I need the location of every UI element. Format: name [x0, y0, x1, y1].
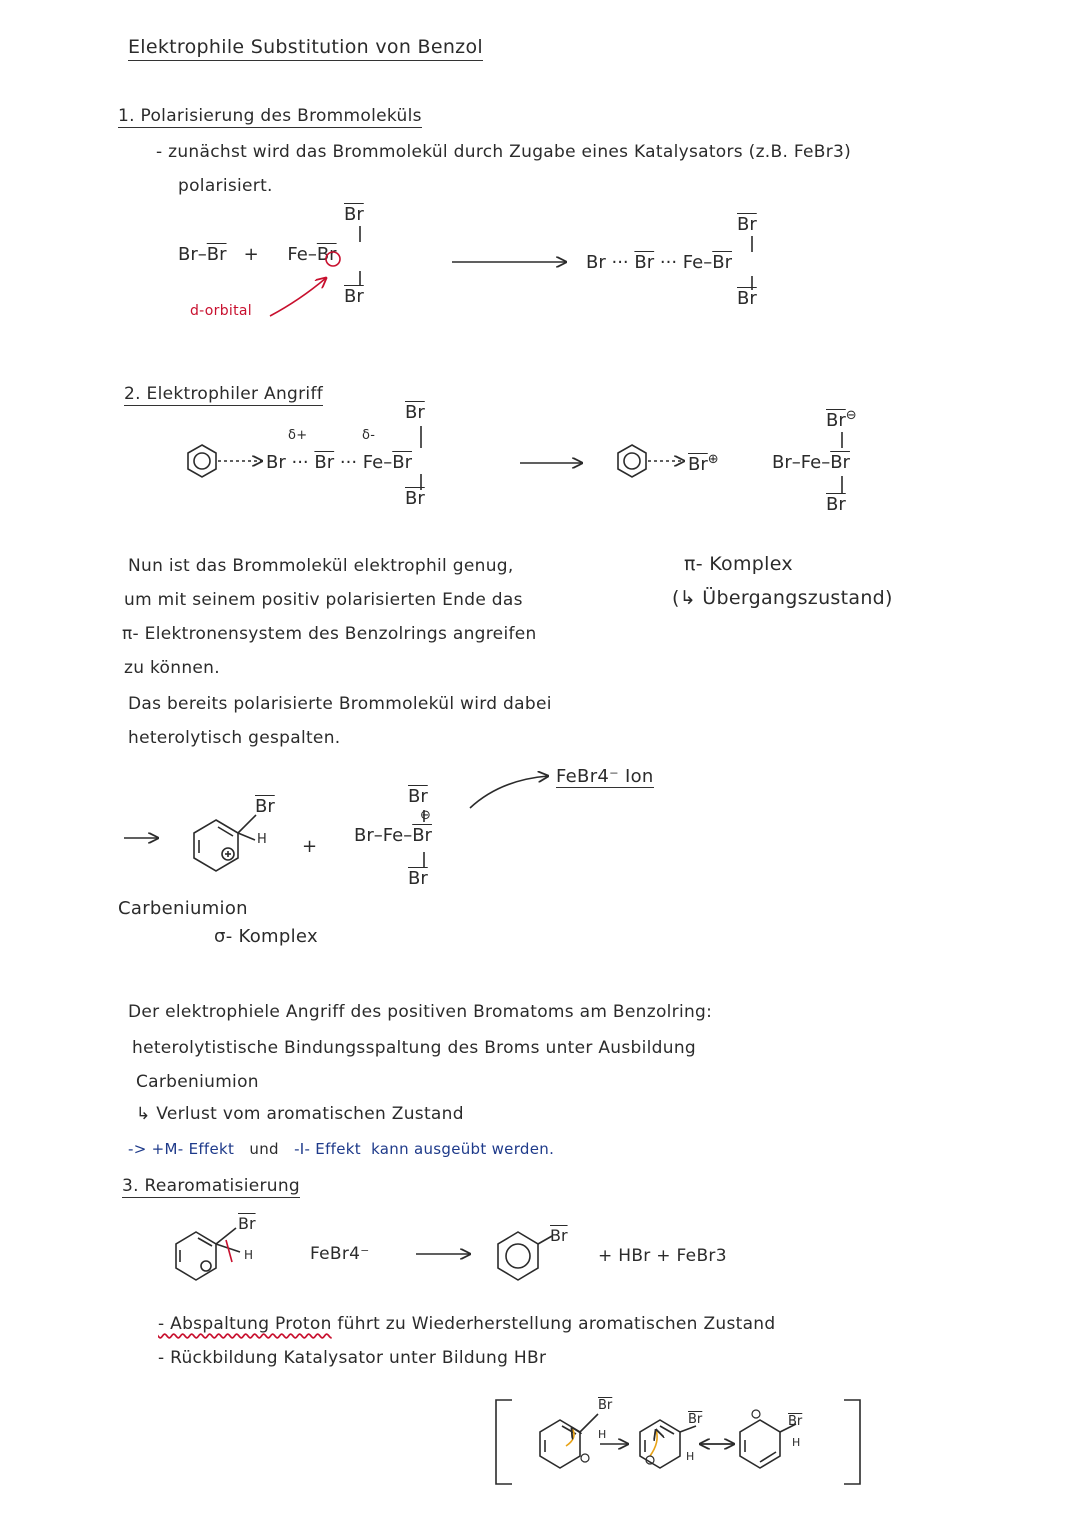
- product-top-br: $\overline{Br}$: [737, 214, 757, 235]
- bullet-1: - Abspaltung Proton führt zu Wiederherstellung aromatischen Zustand: [158, 1314, 776, 1334]
- summary-line-2: heterolytistische Bindungsspaltung des Broms unter Ausbildung: [132, 1038, 696, 1058]
- paragraph-1-line-3: π- Elektronensystem des Benzolrings angreifen: [122, 624, 537, 644]
- product-bottom-br: $\overline{Br}$: [737, 288, 757, 309]
- sigma-plus: +: [302, 836, 318, 857]
- carbenium-label: Carbeniumion: [118, 898, 248, 919]
- summary-line-1: Der elektrophiele Angriff des positiven Bromatoms am Benzolring:: [128, 1002, 713, 1022]
- fe-atom: Fe: [287, 244, 308, 265]
- bromobenzene-br: $\overline{Br}$: [550, 1226, 568, 1245]
- empty-d-orbital-icon: [326, 252, 340, 266]
- cyclohexadienyl-ring-icon: [176, 1232, 216, 1280]
- section-2-heading: 2. Elektrophiler Angriff: [124, 384, 324, 404]
- resonance-2-h: H: [686, 1450, 695, 1463]
- sigma-h: H: [257, 832, 267, 847]
- resonance-structure-1-icon: [540, 1420, 580, 1468]
- resonance-3-h: H: [792, 1436, 801, 1449]
- reaction-1-reactants: $Br-\overline{Br}$ + $Fe-\overline{Br}$: [178, 244, 337, 265]
- section-1-line-1: - zunächst wird das Brommolekül durch Zugabe eines Katalysators (z.B. FeBr3): [156, 142, 852, 162]
- paragraph-1-line-4: zu können.: [124, 658, 220, 678]
- sigma-br: $\overline{Br}$: [255, 796, 275, 817]
- reaction-1-product: Br ··· $\overline{Br}$ ··· $Fe-\overline{Br}$: [586, 252, 732, 273]
- fe-bottom-br: $\overline{Br}$: [344, 286, 364, 307]
- febr4-right-bottom: $\overline{Br}$: [826, 494, 846, 515]
- section-1-heading: 1. Polarisierung des Brommoleküls: [118, 106, 422, 126]
- br-atom: Br: [178, 244, 198, 265]
- febr4-right: $Br-Fe-\overline{Br}$: [772, 452, 850, 473]
- paragraph-2-line-2: heterolytisch gespalten.: [128, 728, 341, 748]
- pi-complex-br: $\overline{Br}^\oplus$: [688, 452, 719, 475]
- d-orbital-label: d-orbital: [190, 303, 252, 319]
- br-atom: $\overline{Br}$: [206, 244, 227, 265]
- paragraph-1-line-1: Nun ist das Brommolekül elektrophil genug,: [128, 556, 514, 576]
- attack-top-br: $\overline{Br}$: [405, 402, 425, 423]
- resonance-3-br: $\overline{Br}$: [788, 1414, 803, 1429]
- attack-complex: Br ··· $\overline{Br}$ ··· $Fe-\overline{Br}$: [266, 452, 412, 473]
- delta-minus: δ-: [362, 428, 376, 443]
- fe-top-br: $\overline{Br}$: [344, 204, 364, 225]
- sigma-complex-label: σ- Komplex: [214, 926, 318, 947]
- section-3-heading: 3. Rearomatisierung: [122, 1176, 300, 1196]
- page-title: Elektrophile Substitution von Benzol: [128, 36, 483, 61]
- resonance-structure-3-icon: [740, 1420, 780, 1468]
- summary-line-3: Carbeniumion: [136, 1072, 259, 1092]
- cyclohexadienyl-ring-icon: [194, 820, 238, 871]
- pi-complex-label: π- Komplex: [684, 553, 793, 575]
- paragraph-2-line-1: Das bereits polarisierte Brommolekül wird dabei: [128, 694, 552, 714]
- febr4-ion-label: FeBr4⁻ Ion: [556, 766, 654, 787]
- febr4-middle-bottom: $\overline{Br}$: [408, 868, 428, 889]
- paragraph-1-line-2: um mit seinem positiv polarisierten Ende das: [124, 590, 523, 610]
- bromobenzene-ring-icon: [498, 1232, 538, 1280]
- attack-bottom-br: $\overline{Br}$: [405, 488, 425, 509]
- febr4-middle-top: $\overline{Br}$: [408, 786, 428, 807]
- loss-of-aromaticity: ↳ Verlust vom aromatischen Zustand: [136, 1104, 464, 1124]
- br-atom: $\overline{Br}$: [316, 244, 337, 265]
- rearo-sigma-br: $\overline{Br}$: [238, 1214, 256, 1233]
- resonance-2-br: $\overline{Br}$: [688, 1412, 703, 1427]
- rearo-sigma-h: H: [244, 1248, 254, 1262]
- febr4-right-top: $\overline{Br}^⊖$: [826, 408, 857, 431]
- resonance-1-br: $\overline{Br}$: [598, 1398, 613, 1413]
- bullet-2: - Rückbildung Katalysator unter Bildung HBr: [158, 1348, 547, 1368]
- resonance-1-h: H: [598, 1428, 607, 1441]
- plus-sign: +: [243, 244, 259, 265]
- section-1-line-2: polarisiert.: [178, 176, 273, 196]
- febr4-middle: $Br-Fe-\overline{Br}$: [354, 825, 432, 846]
- rearo-reagent: FeBr4⁻: [310, 1244, 370, 1264]
- rearo-products: + HBr + FeBr3: [598, 1246, 727, 1266]
- transition-state-label: (↳ Übergangszustand): [672, 587, 893, 609]
- delta-plus: δ+: [288, 428, 308, 443]
- effect-line: -> +M- Effekt und -I- Effekt kann ausgeübt werden.: [128, 1140, 555, 1158]
- benzene-ring-icon: [188, 445, 216, 477]
- febr4-middle-charge: ⊖: [420, 808, 431, 823]
- benzene-ring-icon: [618, 445, 646, 477]
